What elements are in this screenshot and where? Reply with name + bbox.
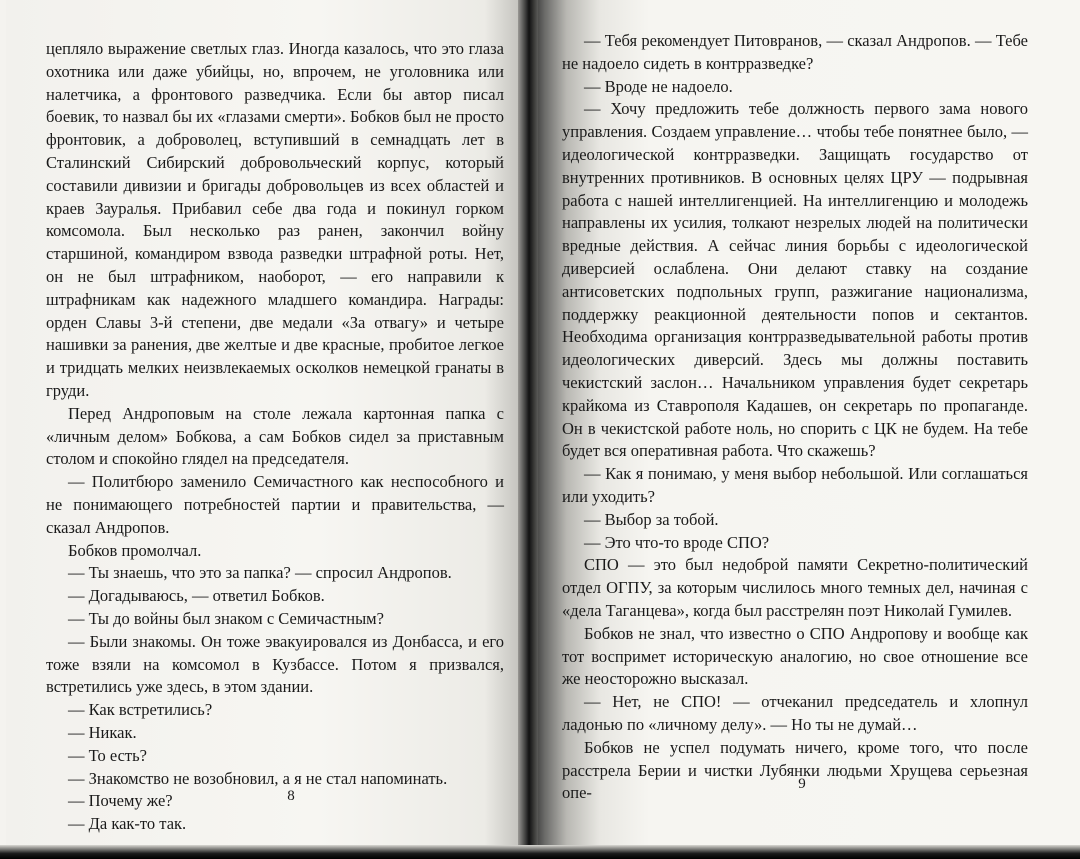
paragraph: Перед Андроповым на столе лежала картонная папка с «личным делом» Бобкова, а сам Бобков сидел за приставным столом и спокойно глядел на председателя. bbox=[46, 403, 504, 469]
paragraph: — Были знакомы. Он тоже эвакуировался из Донбасса, и его тоже взяли на комсомол в Кузбассе. Потом я призвался, встретились уже здесь, в этом здании. bbox=[46, 631, 504, 697]
paragraph: — Тебя рекомендует Питовранов, — сказал Андропов. — Тебе не надоело сидеть в контрразведке? bbox=[562, 31, 1028, 73]
paragraph: — Политбюро заменило Семичастного как неспособного и не понимающего потребностей партии и правительства, — сказал Андропов. bbox=[46, 472, 504, 537]
paragraph: — Ты до войны был знаком с Семичастным? bbox=[68, 608, 384, 628]
right-page bbox=[528, 0, 1080, 845]
paragraph: Бобков не знал, что известно о СПО Андропову и вообще как тот воспримет историческую аналогию, но свое отношение все же неосторожно высказал. bbox=[562, 623, 1028, 689]
paragraph: — Выбор за тобой. bbox=[584, 509, 719, 529]
paragraph: — Почему же? bbox=[68, 791, 173, 811]
paragraph: Бобков не успел подумать ничего, кроме того, что после расстрела Берии и чистки Лубянки людьми Хрущева серьезная опе- bbox=[562, 737, 1028, 803]
page-number: 9 bbox=[798, 776, 806, 792]
book-gutter-shadow bbox=[518, 0, 538, 859]
paragraph: — Догадываюсь, — ответил Бобков. bbox=[68, 586, 325, 606]
paragraph: — Вроде не надоело. bbox=[584, 76, 733, 96]
paragraph: — Ты знаешь, что это за папка? — спросил Андропов. bbox=[68, 563, 452, 583]
paragraph: — Никак. bbox=[68, 722, 137, 742]
paragraph: — Как я понимаю, у меня выбор небольшой. Или соглашаться или уходить? bbox=[562, 464, 1028, 506]
left-page-text bbox=[46, 38, 504, 836]
right-page-text bbox=[562, 30, 1028, 805]
paragraph: — То есть? bbox=[68, 745, 147, 765]
paragraph: — Да как-то так. bbox=[68, 814, 187, 834]
paragraph: — Хочу предложить тебе должность первого зама нового управления. Создаем управление… чтобы тебе понятнее было, — идеологической контрразведки. Защищать государство от внутренних противников. В основных целях ЦРУ — подрывная работа с нашей интеллигенцией. На интеллигенцию и молодежь направлены их усилия, толкают незрелых людей на политически вредные действия. А сейчас линия борьбы с идеологической диверсией ослаблена. Они делают ставку на создание антисоветских подпольных групп, разжигание национализма, поддержку реакционной деятельности попов и сектантов. Необходима организация контрразведывательной работы против идеологических диверсий. Здесь мы должны поставить чекистский заслон… Начальником управления будет секретарь крайкома из Ставрополя Кадашев, он секретарь по пропаганде. Он в чекистской работе ноль, но спорить с ЦК не будем. На тебе будет вся оперативная работа. Что скажешь? bbox=[562, 99, 1028, 461]
paragraph: цепляло выражение светлых глаз. Иногда казалось, что это глаза охотника или даже убийцы, но, впрочем, не уголовника или налетчика, а фронтового разведчика. Если бы автор писал боевик, то назвал бы их «глазами смерти». Бобков был не просто фронтовик, а доброволец, вступивший в семнадцать лет в Сталинский Сибирский добровольческий корпус, который составили дивизии и бригады добровольцев из всех областей и краев Зауралья. Прибавил себе два года и покинул горком комсомола. Был несколько раз ранен, закончил войну старшиной, командиром взвода разведки штрафной роты. Нет, он не был штрафником, наоборот, — его направили к штрафникам как надежного младшего командира. Награды: орден Славы 3-й степени, две медали «За отвагу» и четыре нашивки за ранения, две желтые и две красные, пробитое легкое и тридцать мелких неизвлекаемых осколков немецкой гранаты в груди. bbox=[46, 39, 504, 400]
paragraph: — Знакомство не возобновил, а я не стал напоминать. bbox=[68, 768, 448, 788]
paragraph: — Это что-то вроде СПО? bbox=[584, 532, 770, 552]
paragraph: СПО — это был недоброй памяти Секретно-политический отдел ОГПУ, за которым числилось много темных дел, начиная с «дела Таганцева», когда был расстрелян поэт Николай Гумилев. bbox=[562, 555, 1028, 620]
paragraph: — Нет, не СПО! — отчеканил председатель и хлопнул ладонью по «личному делу». — Но ты не думай… bbox=[562, 692, 1028, 734]
page-number: 8 bbox=[287, 788, 295, 804]
paragraph: Бобков промолчал. bbox=[68, 540, 202, 560]
left-page bbox=[6, 0, 526, 845]
scan-bottom-edge bbox=[0, 845, 1080, 859]
paragraph: — Как встретились? bbox=[68, 700, 213, 720]
